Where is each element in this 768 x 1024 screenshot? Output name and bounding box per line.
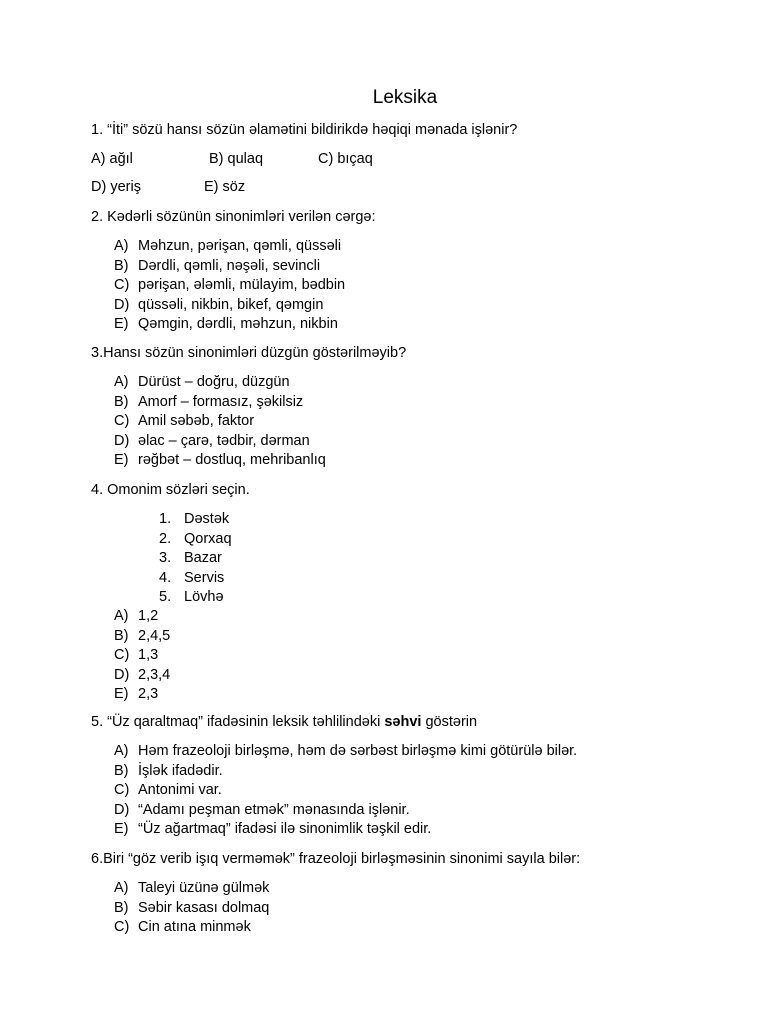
option-text: pərişan, ələmli, mülayim, bədbin [138,277,346,293]
option-text: “Adamı peşman etmək” mənasında işlənir. [138,801,410,818]
option-text: 1,3 [138,647,159,663]
option-label: B) [114,393,129,410]
option-text: Amorf – formasız, şəkilsiz [138,393,304,410]
option-label: C) [114,647,130,663]
option-text: 1,2 [138,608,159,624]
option-label: D) [114,432,130,449]
option-label: C) [114,919,130,935]
option-text: Qəmgin, dərdli, məhzun, nikbin [138,316,338,332]
option-label: D) [114,801,130,818]
option-label: E) [114,686,129,702]
option-text: Məhzun, pərişan, qəmli, qüssəli [138,238,342,254]
option-label: D) [114,666,130,683]
question-1-text: 1. “İti” sözü hansı sözün əlamətini bildirikdə həqiqi mənada işlənir? [91,122,518,138]
q5-text-before: 5. “Üz qaraltmaq” ifadəsinin leksik təhlilindəki [91,714,385,730]
option-text: qüssəli, nikbin, bikef, qəmgin [138,296,324,313]
option-text: Antonimi var. [138,782,222,798]
word-text: Dəstək [184,511,230,527]
q1-option-c: C) bıçaq [318,151,373,167]
option-label: E) [114,821,129,837]
option-text: Həm frazeoloji birləşmə, həm də sərbəst birləşmə kimi götürülə bilər. [138,743,578,759]
option-text: rəğbət – dostluq, mehribanlıq [138,452,326,468]
option-text: 2,4,5 [138,627,171,644]
word-number: 5. [159,589,172,605]
option-label: A) [114,743,129,759]
option-text: İşlək ifadədir. [138,762,223,779]
option-label: A) [114,374,129,390]
option-text: Amil səbəb, faktor [138,413,255,429]
option-label: E) [114,316,129,332]
option-text: 2,3 [138,686,159,702]
option-text: əlac – çarə, tədbir, dərman [138,432,310,449]
word-text: Bazar [184,550,222,566]
option-text: Dürüst – doğru, düzgün [138,374,290,390]
option-label: A) [114,238,129,254]
option-label: E) [114,452,129,468]
option-text: Dərdli, qəmli, nəşəli, sevincli [138,257,321,274]
option-text: Taleyi üzünə gülmək [138,880,270,896]
option-label: A) [114,608,129,624]
q1-option-a: A) ağıl [91,151,133,167]
option-label: A) [114,880,129,896]
q1-option-b: B) qulaq [209,151,264,167]
word-number: 1. [159,511,172,527]
option-text: “Üz ağartmaq” ifadəsi ilə sinonimlik təşkil edir. [138,821,432,837]
word-number: 3. [159,550,172,566]
option-text: Cin atına minmək [138,919,251,935]
option-text: 2,3,4 [138,666,171,683]
question-3-text: 3.Hansı sözün sinonimləri düzgün göstərilməyib? [91,345,407,361]
question-2-text: 2. Kədərli sözünün sinonimləri verilən cərgə: [91,209,376,225]
q5-emphasis: səhvi [384,714,422,730]
option-text: Səbir kasası dolmaq [138,899,270,916]
option-label: C) [114,413,130,429]
question-4-text: 4. Omonim sözləri seçin. [91,482,250,498]
option-label: B) [114,627,129,644]
option-label: C) [114,782,130,798]
word-text: Qorxaq [184,530,232,547]
page-title: Leksika [372,87,438,108]
option-label: B) [114,899,129,916]
word-number: 2. [159,530,172,547]
question-6-text: 6.Biri “göz verib işıq verməmək” frazeoloji birləşməsinin sinonimi sayıla bilər: [91,851,581,867]
q5-text-after: göstərin [421,714,478,730]
word-number: 4. [159,569,172,586]
q1-option-e: E) söz [204,179,246,195]
option-label: B) [114,257,129,274]
option-label: B) [114,762,129,779]
word-text: Servis [184,569,225,586]
question-5-text [91,713,477,733]
option-label: C) [114,277,130,293]
q1-option-d: D) yeriş [91,179,141,195]
option-label: D) [114,296,130,313]
word-text: Lövhə [184,589,224,605]
